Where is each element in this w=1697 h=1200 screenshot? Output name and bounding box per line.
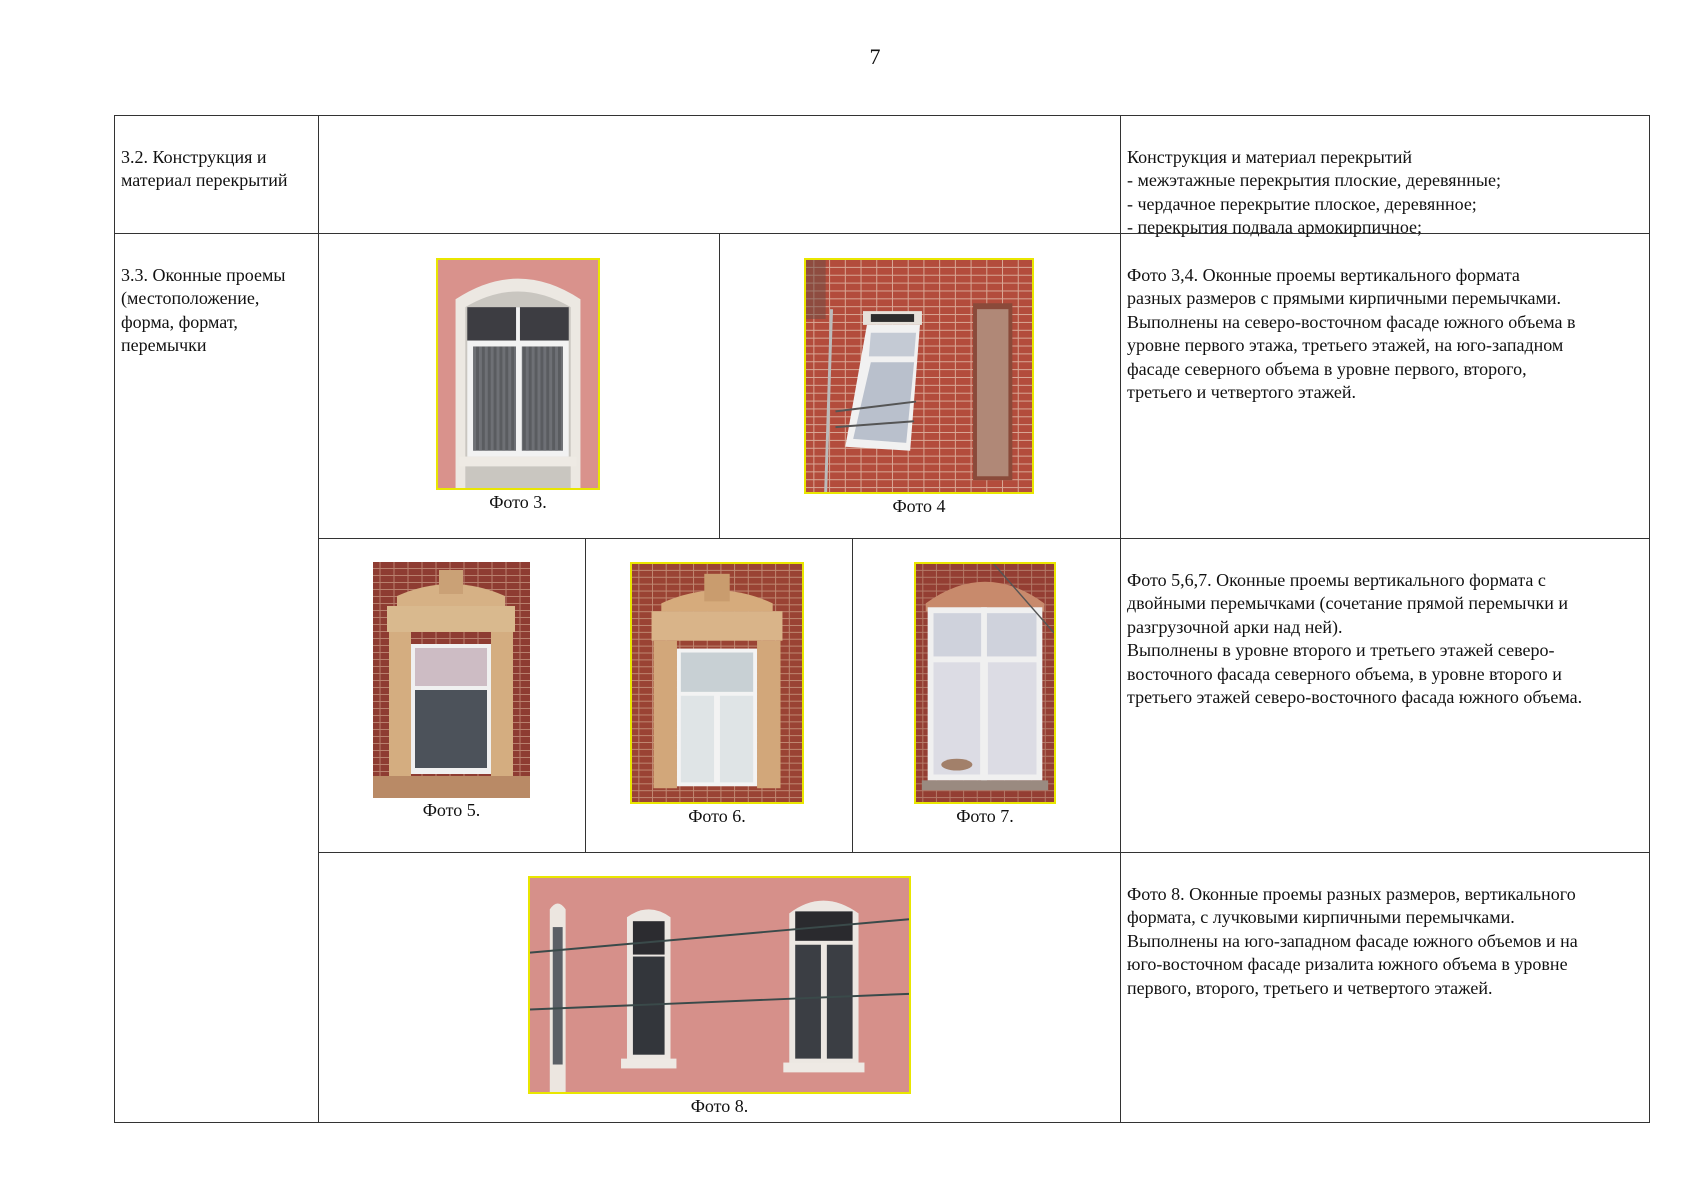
photo-3: [436, 258, 600, 490]
row-3-3-label: 3.3. Оконные проемы (местоположение, форма, формат, перемычки: [121, 264, 286, 355]
group-2-description: Фото 5,6,7. Оконные проемы вертикального формата с двойными перемычками (сочетание прямой перемычки и разгрузочной арки над ней). Выполнены в уровне второго и третьего этажей северо- восточного фасада северного объема, в уровне второго и третьего этажей северо-восточного фасада южного объема.: [1127, 569, 1583, 707]
photo-8: [528, 876, 911, 1094]
photo-3-caption: Фото 3.: [489, 492, 547, 512]
group-3-description-cell: [1120, 852, 1650, 1123]
page-number: 7: [869, 44, 881, 69]
row-3-2-description: Конструкция и материал перекрытий - межэтажные перекрытия плоские, деревянные; - чердачное перекрытие плоское, деревянное; - перекрытия подвала армокирпичное;: [1127, 146, 1501, 237]
photo-7: [914, 562, 1056, 804]
group-3-description: Фото 8. Оконные проемы разных размеров, вертикального формата, с лучковыми кирпичными перемычками. Выполнены на юго-западном фасаде южного объемов и на юго-восточном фасаде ризалита южного объема в уровне первого, второго, третьего и четвертого этажей.: [1127, 883, 1578, 998]
photo-6: [630, 562, 804, 804]
row-3-2-description-cell: [1120, 115, 1650, 237]
photo-4-caption: Фото 4: [892, 496, 946, 516]
photo-6-caption: Фото 6.: [688, 806, 746, 826]
photo-8-caption: Фото 8.: [690, 1096, 749, 1116]
row-3-2-label-cell: [114, 115, 319, 234]
photo-5-caption: Фото 5.: [422, 800, 481, 820]
photo-5: [373, 562, 530, 798]
group-1-description: Фото 3,4. Оконные проемы вертикального формата разных размеров с прямыми кирпичными перемычками. Выполнены на северо-восточном фасаде южного объема в уровне первого этажа, третьего этажей, на юго-западном фасаде северного объема в уровне первого, второго, третьего и четвертого этажей.: [1127, 264, 1576, 402]
row-3-3-label-cell: [114, 233, 319, 1123]
row-3-2-photo-cell: [318, 115, 1121, 234]
row-3-2-label: 3.2. Конструкция и материал перекрытий: [121, 146, 288, 190]
group-1-description-cell: [1120, 233, 1650, 539]
photo-7-caption: Фото 7.: [956, 806, 1014, 826]
group-2-description-cell: [1120, 538, 1650, 853]
photo-4: [804, 258, 1034, 494]
